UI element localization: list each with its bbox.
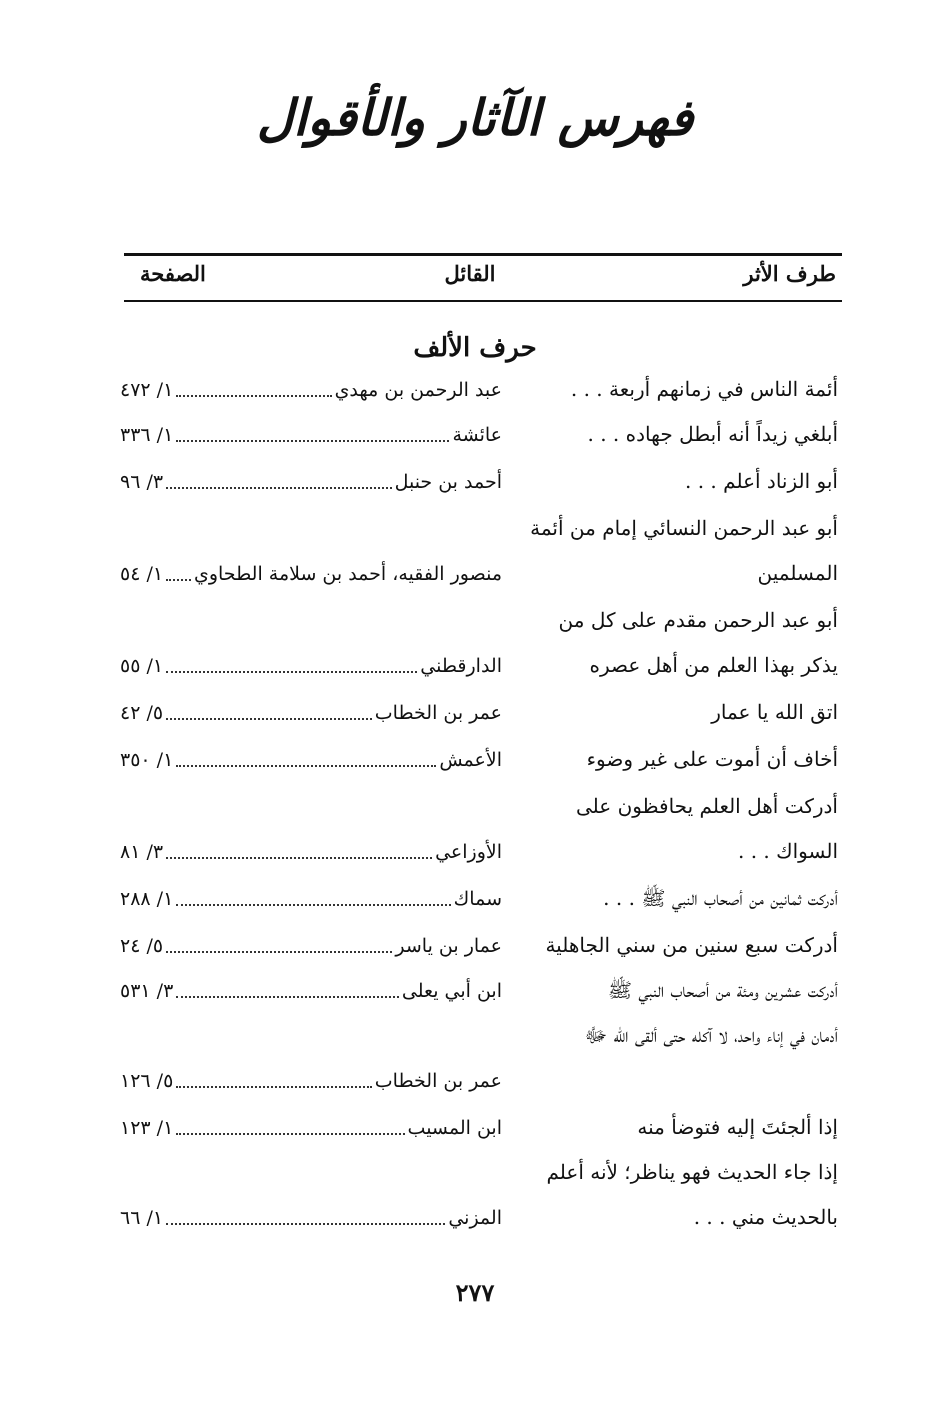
dot-leader xyxy=(166,951,392,953)
entry-page-ref: ١/ ٢٨٨ xyxy=(120,887,174,910)
index-entry xyxy=(0,459,950,506)
dot-leader xyxy=(176,440,449,442)
entry-speaker: المزني xyxy=(448,1206,502,1229)
entry-phrase: إذا ألجئتَ إليه فتوضأ منه xyxy=(637,1115,838,1139)
entry-speaker-row xyxy=(120,459,502,504)
column-header-page: الصفحة xyxy=(140,261,206,286)
entry-speaker-row xyxy=(120,1195,502,1240)
entry-speaker: ابن المسيب xyxy=(407,1116,502,1139)
index-entry xyxy=(0,1150,950,1242)
entry-speaker-row xyxy=(120,412,502,457)
index-entries xyxy=(0,367,950,1242)
entry-speaker-row xyxy=(120,876,502,921)
entry-speaker: عمار بن ياسر xyxy=(395,934,502,957)
dot-leader xyxy=(166,1223,445,1225)
entry-phrase: أدركت سبع سنين من سني الجاهلية xyxy=(545,933,838,957)
entry-phrase: أبلغي زيداً أنه أبطل جهاده . . . xyxy=(587,422,838,446)
dot-leader xyxy=(176,996,399,998)
entry-speaker-row xyxy=(120,367,502,412)
entry-speaker: الأعمش xyxy=(439,748,502,771)
entry-page-ref: ١/ ٣٥٠ xyxy=(120,748,174,771)
entry-phrase: اتق الله يا عمار xyxy=(711,700,838,724)
index-entry xyxy=(0,784,950,876)
entry-speaker: الدارقطني xyxy=(420,654,502,677)
entry-page-ref: ٣/ ٩٦ xyxy=(120,470,164,493)
page-number: ٢٧٧ xyxy=(455,1278,495,1307)
dot-leader xyxy=(176,1086,371,1088)
column-header-phrase: طرف الأثر xyxy=(743,261,836,286)
entry-speaker-row xyxy=(120,829,502,874)
entry-phrase: إذا جاء الحديث فهو يناظر؛ لأنه أعلم بالحديث مني . . . xyxy=(546,1160,838,1229)
entry-phrase: أبو الزناد أعلم . . . xyxy=(685,469,838,493)
dot-leader xyxy=(166,487,391,489)
entry-page-ref: ١/ ٥٥ xyxy=(120,654,164,677)
entry-phrase: أدمان في إناء واحد، لا آكله حتى ألقى الله ﷻ xyxy=(584,1023,838,1047)
entry-speaker-row xyxy=(120,690,502,735)
entry-speaker: عبد الرحمن بن مهدي xyxy=(334,378,502,401)
entry-phrase: أئمة الناس في زمانهم أربعة . . . xyxy=(570,377,838,401)
entry-speaker-row xyxy=(120,1058,502,1103)
index-entry xyxy=(0,1013,950,1105)
entry-page-ref: ١/ ٣٣٦ xyxy=(120,423,174,446)
entry-page-ref: ٥/ ٤٢ xyxy=(120,701,164,724)
entry-page-ref: ٣/ ٥٣١ xyxy=(120,979,174,1002)
index-entry xyxy=(0,367,950,412)
index-entry xyxy=(0,923,950,968)
entry-page-ref: ١/ ٦٦ xyxy=(120,1206,164,1229)
entry-speaker: عمر بن الخطاب xyxy=(374,1069,502,1092)
header-top-rule xyxy=(124,253,842,256)
entry-page-ref: ١/ ١٢٣ xyxy=(120,1116,174,1139)
dot-leader xyxy=(176,765,436,767)
index-entry xyxy=(0,412,950,459)
page-title: فهرس الآثار والأقوال xyxy=(256,88,694,147)
dot-leader xyxy=(166,671,417,673)
dot-leader xyxy=(166,579,191,581)
entry-page-ref: ٥/ ٢٤ xyxy=(120,934,164,957)
index-entry xyxy=(0,690,950,737)
index-entry xyxy=(0,598,950,690)
entry-speaker: منصور الفقيه، أحمد بن سلامة الطحاوي xyxy=(193,562,502,585)
entry-phrase: أبو عبد الرحمن مقدم على كل من يذكر بهذا العلم من أهل عصره xyxy=(558,608,838,677)
dot-leader xyxy=(176,904,450,906)
entry-speaker: ابن أبي يعلى xyxy=(401,979,502,1002)
entry-speaker-row xyxy=(120,551,502,596)
dot-leader xyxy=(166,718,372,720)
header-bottom-rule xyxy=(124,300,842,302)
column-header-speaker: القائل xyxy=(444,261,496,286)
section-heading: حرف الألف xyxy=(413,333,537,363)
entry-speaker: عائشة xyxy=(452,423,502,446)
entry-speaker-row xyxy=(120,968,502,1013)
entry-page-ref: ١/ ٥٤ xyxy=(120,562,164,585)
entry-page-ref: ١/ ٤٧٢ xyxy=(120,378,174,401)
entry-phrase: أخاف أن أموت على غير وضوء xyxy=(586,747,838,771)
index-entry xyxy=(0,876,950,923)
index-entry xyxy=(0,506,950,598)
entry-phrase: أدركت ثمانين من أصحاب النبي ﷺ . . . xyxy=(603,886,838,910)
entry-page-ref: ٥/ ١٢٦ xyxy=(120,1069,174,1092)
entry-phrase: أدركت عشرين ومئة من أصحاب النبي ﷺ xyxy=(607,978,838,1002)
index-entry xyxy=(0,968,950,1013)
entry-speaker-row xyxy=(120,1105,502,1150)
entry-speaker: أحمد بن حنبل xyxy=(394,470,502,493)
index-entry xyxy=(0,1105,950,1150)
entry-page-ref: ٣/ ٨١ xyxy=(120,840,164,863)
entry-speaker: عمر بن الخطاب xyxy=(374,701,502,724)
dot-leader xyxy=(176,395,331,397)
entry-phrase: أبو عبد الرحمن النسائي إمام من أئمة المسلمين xyxy=(530,516,838,585)
entry-speaker-row xyxy=(120,737,502,782)
dot-leader xyxy=(166,857,432,859)
entry-speaker-row xyxy=(120,643,502,688)
entry-phrase: أدركت أهل العلم يحافظون على السواك . . . xyxy=(576,794,838,863)
entry-speaker: سماك xyxy=(453,887,502,910)
entry-speaker-row xyxy=(120,923,502,968)
index-entry xyxy=(0,737,950,784)
entry-speaker: الأوزاعي xyxy=(435,840,502,863)
dot-leader xyxy=(176,1133,404,1135)
